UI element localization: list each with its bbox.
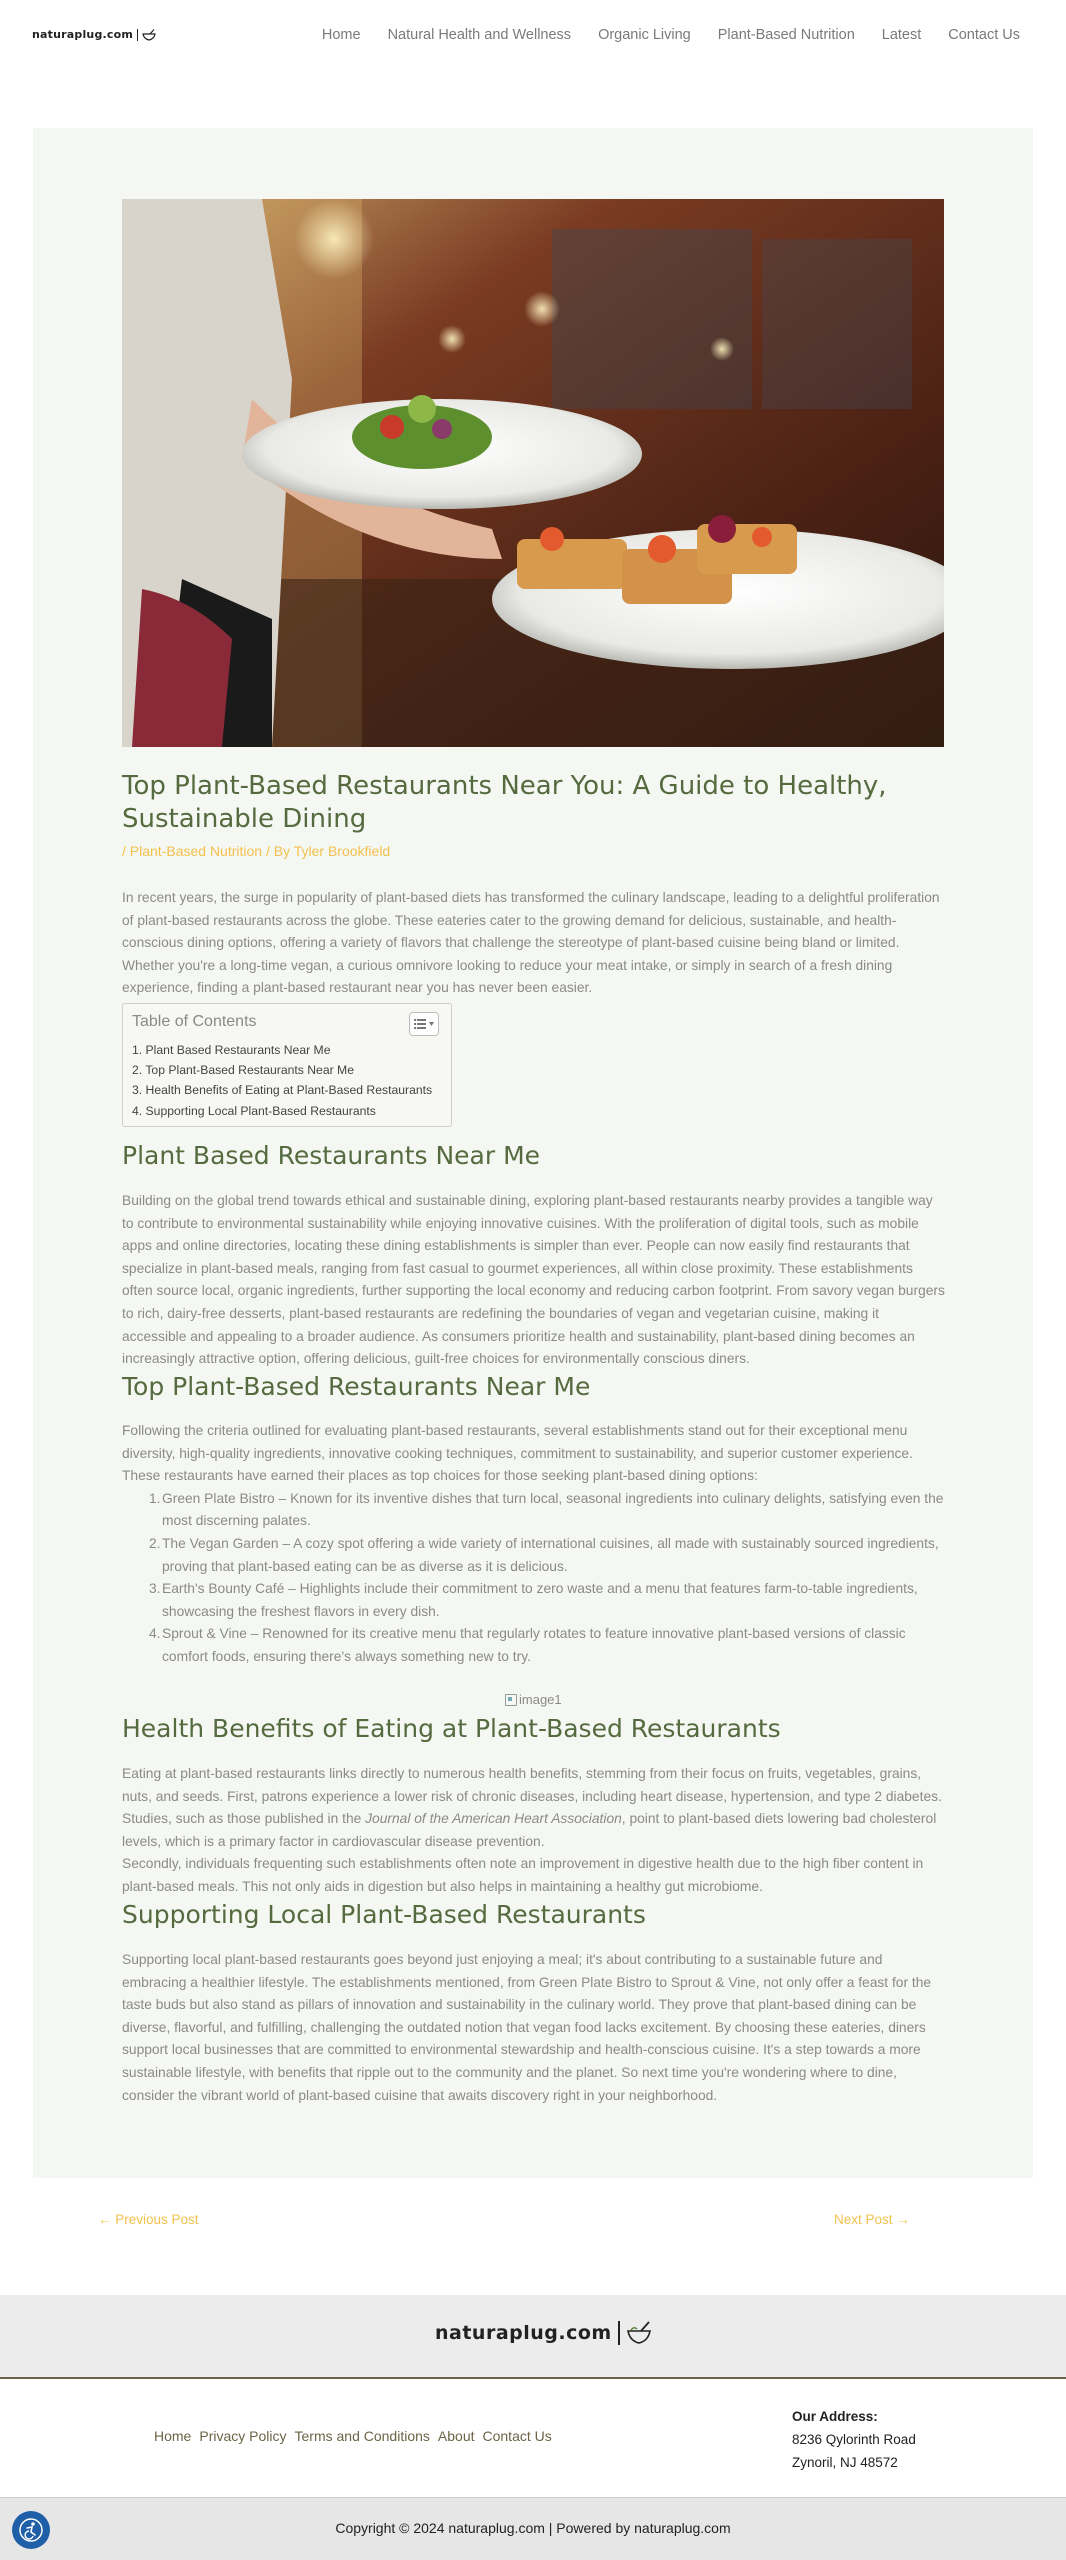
footer-link-privacy[interactable]: Privacy Policy: [199, 2428, 287, 2444]
section-heading-3: Health Benefits of Eating at Plant-Based Restaurants: [122, 1714, 781, 1743]
footer-logo-divider: [618, 2321, 620, 2345]
post-category-link[interactable]: Plant-Based Nutrition: [129, 843, 263, 859]
footer-logo[interactable]: [435, 2321, 652, 2345]
featured-image: [122, 199, 944, 747]
intro-paragraph: In recent years, the surge in popularity of plant-based diets has transformed the culinary landscape, leading to a delightful proliferation of plant-based restaurants across the globe. These eateries cater to the growing demand for delicious, sustainable, and health-conscious dining options, offering a variety of flavors that challenge the stereotype of plant-based cuisine being bland or limited. Whether you're a long-time vegan, a curious omnivore looking to reduce your meat intake, or simply in search of a fresh dining experience, finding a plant-based restaurant near you has never been easier.: [122, 890, 940, 996]
toc-link-3[interactable]: 3. Health Benefits of Eating at Plant-Based Restaurants: [132, 1083, 433, 1098]
restaurant-photo: [122, 199, 944, 747]
footer-address: [792, 2405, 916, 2474]
toc-title: Table of Contents: [132, 1013, 257, 1030]
section-heading-4: Supporting Local Plant-Based Restaurants: [122, 1900, 646, 1929]
site-header: [0, 0, 1066, 74]
toc-link-2[interactable]: 2. Top Plant-Based Restaurants Near Me: [132, 1063, 354, 1078]
footer-link-home[interactable]: Home: [154, 2428, 192, 2444]
next-post-link[interactable]: Next Post →: [834, 2212, 910, 2227]
toc-link-1[interactable]: 1. Plant Based Restaurants Near Me: [132, 1043, 331, 1057]
post-title: Top Plant-Based Restaurants Near You: A Guide to Healthy, Sustainable Dining: [122, 771, 887, 834]
footer-link-terms[interactable]: Terms and Conditions: [294, 2428, 430, 2444]
section-3-paragraph-2: Secondly, individuals frequenting such establishments often note an improvement in digestive health due to the high fiber content in plant-based meals. This not only aids in digestion but also helps in maintaining a healthy gut microbiome.: [122, 1856, 924, 1894]
list-item: 4. Sprout & Vine – Renowned for its creative menu that regularly rotates to feature innovative plant-based versions of classic comfort foods, ensuring there's always something new to try.: [149, 1626, 906, 1664]
restaurant-list: [122, 1488, 945, 1669]
list-item: 2. The Vegan Garden – A cozy spot offering a wide variety of international cuisines, all made with sustainably sourced ingredients, proving that plant-based eating can be as diverse as it is delicious.: [149, 1535, 939, 1574]
nav-natural-health[interactable]: Natural Health and Wellness: [387, 27, 572, 43]
section-1-paragraph: Building on the global trend towards ethical and sustainable dining, exploring plant-based restaurants nearby provides a tangible way to contribute to environmental sustainability while enjoying innovative cuisines. With the proliferation of digital tools, such as mobile apps and online directories, locating these dining establishments is simpler than ever. People can now easily find restaurants that specialize in plant-based meals, ranging from fast casual to gourmet experiences, all within close proximity. These establishments often source local, organic ingredients, further supporting the local economy and reducing carbon footprint. From savory vegan burgers to rich, dairy-free desserts, plant-based restaurants are redefining the boundaries of vegan and vegetarian cuisine, making it accessible and appealing to a broader audience. As consumers prioritize health and sustainability, plant-based dining becomes an increasingly attractive option, offering delicious, guilt-free choices for environmentally conscious diners.: [122, 1193, 945, 1367]
address-label: Our Address:: [792, 2409, 878, 2424]
address-line-1: 8236 Qylorinth Road: [792, 2432, 916, 2447]
main-nav: [322, 27, 1020, 43]
nav-latest[interactable]: Latest: [881, 27, 922, 43]
journal-title: Journal of the American Heart Association: [365, 1811, 622, 1827]
mortar-pestle-icon: [142, 29, 156, 41]
logo-divider: [137, 29, 138, 41]
nav-contact-us[interactable]: Contact Us: [948, 27, 1020, 43]
nav-plant-based-nutrition[interactable]: Plant-Based Nutrition: [717, 27, 855, 43]
section-2-paragraph: Following the criteria outlined for evaluating plant-based restaurants, several establishments stand out for their exceptional menu diversity, high-quality ingredients, innovative cooking techniques, commitment to sustainability, and superior customer experience. These restaurants have earned their places as top choices for those seeking plant-based dining options:: [122, 1423, 913, 1484]
footer-logo-text: naturaplug.com: [435, 2322, 612, 2344]
section-heading-1: Plant Based Restaurants Near Me: [122, 1141, 541, 1170]
previous-post-link[interactable]: ← Previous Post: [98, 2212, 199, 2227]
toc-toggle-button[interactable]: [409, 1012, 439, 1036]
toc-list: [132, 1040, 432, 1121]
copyright-text: Copyright © 2024 naturaplug.com | Powered by naturaplug.com: [335, 2520, 731, 2536]
site-logo[interactable]: [32, 28, 156, 41]
nav-organic-living[interactable]: Organic Living: [598, 27, 691, 43]
address-line-2: Zynoril, NJ 48572: [792, 2455, 898, 2470]
logo-text: naturaplug.com: [32, 28, 134, 41]
section-4-paragraph: Supporting local plant-based restaurants goes beyond just enjoying a meal; it's about contributing to a sustainable future and embracing a healthier lifestyle. The establishments mentioned, from Green Plate Bistro to Sprout & Vine, not only offer a feast for the taste buds but also stand as pillars of innovation and sustainability in the culinary world. They prove that plant-based dining can be diverse, flavorful, and fulfilling, challenging the outdated notion that vegan food lacks excitement. By choosing these eateries, diners support local businesses that are committed to environmental stewardship and health-conscious cuisine. It's a step towards a more sustainable lifestyle, with benefits that ripple out to the community and the planet. So next time you're wondering where to dine, consider the vibrant world of plant-based cuisine that awaits discovery right in your neighborhood.: [122, 1952, 932, 2103]
section-3-content: [122, 1763, 945, 1899]
section-heading-2: Top Plant-Based Restaurants Near Me: [122, 1372, 591, 1401]
footer-logo-bar: [0, 2295, 1066, 2379]
list-icon: [414, 1019, 426, 1029]
chevron-down-icon: [429, 1022, 434, 1026]
nav-home[interactable]: Home: [321, 27, 361, 43]
footer-copyright-bar: [0, 2497, 1066, 2560]
list-item: 3. Earth's Bounty Café – Highlights include their commitment to zero waste and a menu that features farm-to-table ingredients, showcasing the freshest flavors in every dish.: [149, 1581, 918, 1619]
broken-image-alt: image1: [519, 1692, 562, 1707]
post-meta: [122, 843, 390, 859]
footer-main: [0, 2381, 1066, 2497]
section-2-content: [122, 1420, 945, 1669]
meta-by: / By: [262, 843, 294, 859]
footer-nav: [154, 2428, 552, 2444]
mortar-pestle-icon: [626, 2321, 652, 2345]
table-of-contents: [122, 1003, 452, 1127]
broken-image: [505, 1692, 562, 1707]
footer-link-contact[interactable]: Contact Us: [482, 2428, 552, 2444]
post-author-link[interactable]: Tyler Brookfield: [293, 843, 391, 859]
list-item: 1. Green Plate Bistro – Known for its inventive dishes that turn local, seasonal ingredients into culinary delights, satisfying even the most discerning palates.: [149, 1490, 944, 1529]
footer-link-about[interactable]: About: [437, 2428, 475, 2444]
broken-image-icon: [505, 1694, 517, 1706]
section-3-paragraph-1: Eating at plant-based restaurants links directly to numerous health benefits, stemming from their focus on fruits, vegetables, grains, nuts, and seeds. First, patrons experience a lower risk of chronic diseases, including heart disease, hypertension, and type 2 diabetes. Studies, such as those published in the Journal of the American Heart Association, point to plant-based diets lowering bad cholesterol levels, which is a primary factor in cardiovascular disease prevention.: [122, 1766, 942, 1849]
toc-link-4[interactable]: 4. Supporting Local Plant-Based Restaurants: [132, 1103, 376, 1118]
meta-prefix: /: [122, 843, 130, 859]
